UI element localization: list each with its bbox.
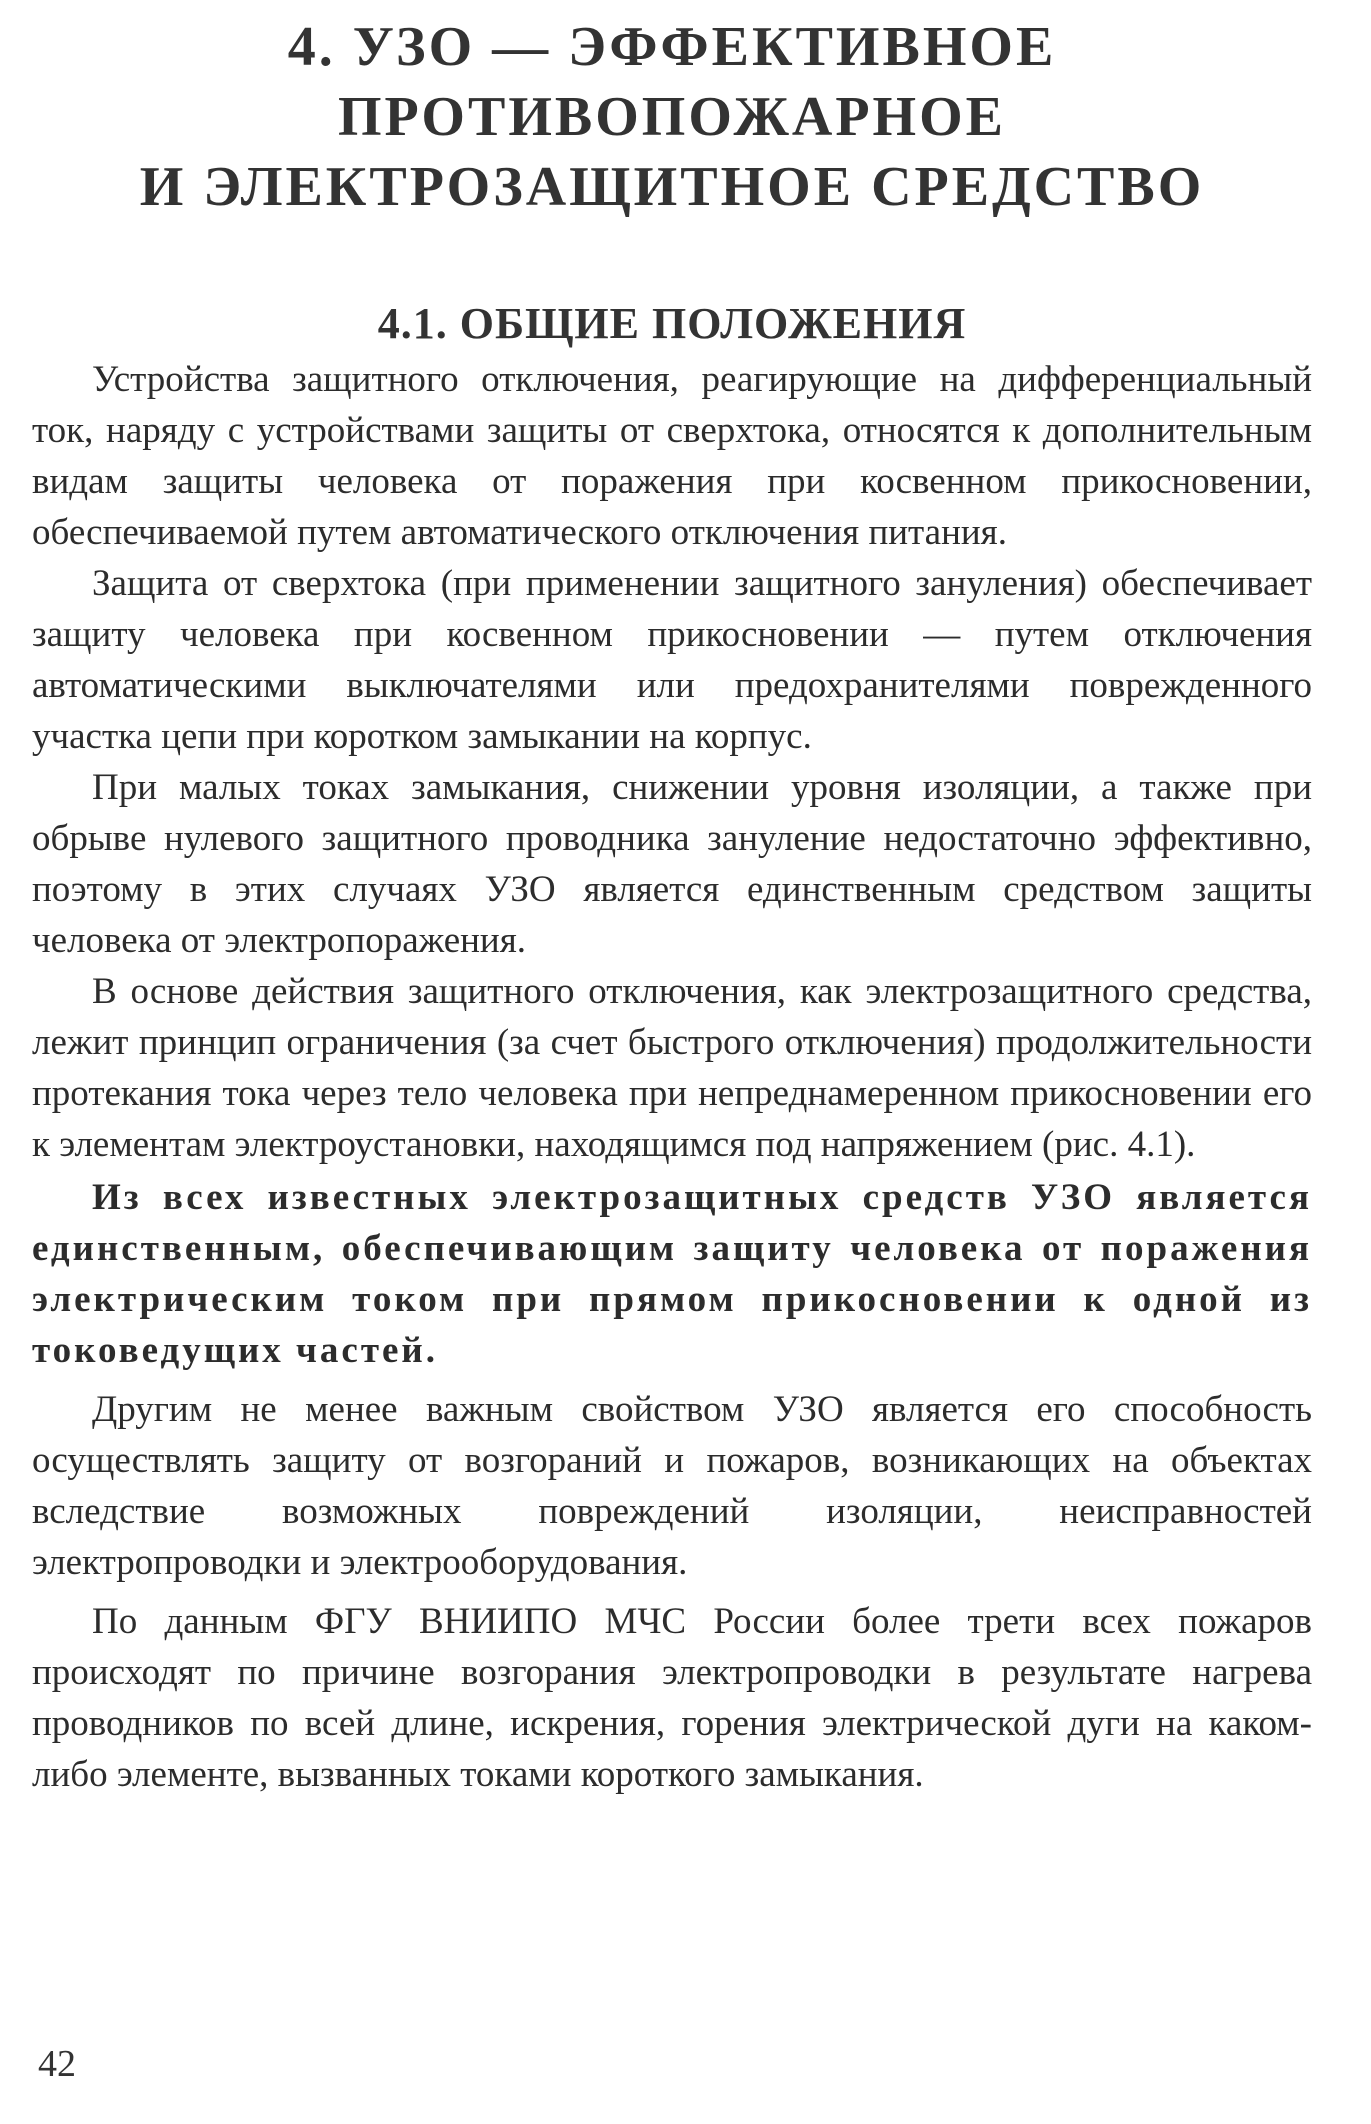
section-title: 4.1. ОБЩИЕ ПОЛОЖЕНИЯ xyxy=(377,299,967,348)
paragraph-emphasis: Из всех известных электрозащитных средств УЗО является единственным, обеспечивающим защиту человека от поражения электрическим током при прямом прикосновении к одной из токоведущих частей. xyxy=(32,1177,1312,1371)
page-number: 42 xyxy=(38,2043,76,2085)
paragraph: Защита от сверхтока (при применении защитного зануления) обеспечивает защиту человека при косвенном прикосновении — путем отключения автоматическими выключателями или предохранителями поврежденного участка цепи при коротком замыкании на корпус. xyxy=(32,563,1312,757)
chapter-title-line: 4. УЗО — ЭФФЕКТИВНОЕ xyxy=(287,16,1057,78)
document-page xyxy=(32,12,1312,1800)
paragraph: При малых токах замыкания, снижении уровня изоляции, а также при обрыве нулевого защитного проводника зануление недостаточно эффективно, поэтому в этих случаях УЗО является единственным средством защиты человека от электропоражения. xyxy=(32,767,1312,961)
paragraph: Другим не менее важным свойством УЗО является его способность осуществлять защиту от возгораний и пожаров, возникающих на объектах вследствие возможных повреждений изоляции, неисправностей электропроводки и электрооборудования. xyxy=(32,1389,1312,1583)
paragraph: По данным ФГУ ВНИИПО МЧС России более трети всех пожаров происходят по причине возгорания электропроводки в результате нагрева проводников по всей длине, искрения, горения электрической дуги на каком-либо элементе, вызванных токами короткого замыкания. xyxy=(32,1601,1312,1795)
paragraph: Устройства защитного отключения, реагирующие на дифференциальный ток, наряду с устройствами защиты от сверхтока, относятся к дополнительным видам защиты человека от поражения при косвенном прикосновении, обеспечиваемой путем автоматического отключения питания. xyxy=(32,359,1312,553)
paragraph: В основе действия защитного отключения, как электрозащитного средства, лежит принцип ограничения (за счет быстрого отключения) продолжительности протекания тока через тело человека при непреднамеренном прикосновении его к элементам электроустановки, находящимся под напряжением (рис. 4.1). xyxy=(32,971,1312,1165)
chapter-title-line: ПРОТИВОПОЖАРНОЕ xyxy=(337,86,1007,148)
chapter-title-line: И ЭЛЕКТРОЗАЩИТНОЕ СРЕДСТВО xyxy=(139,156,1205,218)
chapter-title xyxy=(32,12,1312,222)
